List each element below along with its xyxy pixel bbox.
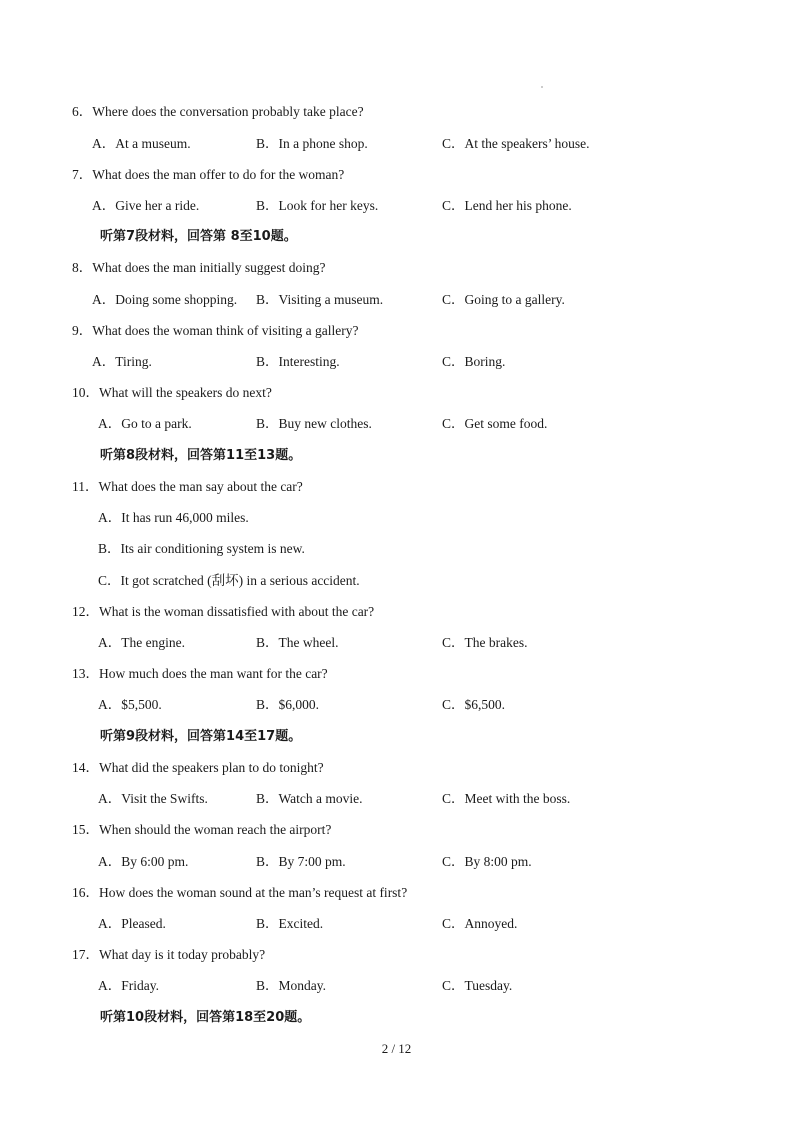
question-13-option-a: A．$5,500. — [98, 697, 162, 712]
question-13-option-c: C．$6,500. — [442, 697, 506, 712]
question-6-stem: 6．Where does the conversation probably take place? — [72, 104, 364, 119]
question-13-option-b: B．$6,000. — [256, 697, 320, 712]
question-9-option-c: C．Boring. — [442, 354, 506, 369]
question-9-option-a: A．Tiring. — [92, 354, 152, 369]
page-number: 2 / 12 — [381, 1041, 412, 1056]
question-9-stem: 9．What does the woman think of visiting a gallery? — [72, 323, 359, 338]
question-15-option-b: B．By 7:00 pm. — [256, 854, 346, 869]
question-14-option-a: A．Visit the Swifts. — [98, 791, 208, 806]
question-11-option-b: B．Its air conditioning system is new. — [98, 541, 305, 556]
question-14-option-b: B．Watch a movie. — [256, 791, 363, 806]
section-header-8: 听第8段材料，回答第11至13题。 — [100, 448, 302, 463]
question-15-stem: 15．When should the woman reach the airport? — [72, 822, 332, 837]
question-16-option-a: A．Pleased. — [98, 916, 166, 931]
section-header-7: 听第7段材料，回答第 8至10题。 — [100, 229, 297, 244]
question-12-option-b: B．The wheel. — [256, 635, 339, 650]
question-8-option-c: C．Going to a gallery. — [442, 292, 565, 307]
question-11-stem: 11．What does the man say about the car? — [72, 479, 303, 494]
question-11-option-a: A．It has run 46,000 miles. — [98, 510, 249, 525]
question-10-stem: 10．What will the speakers do next? — [72, 385, 272, 400]
question-6-option-b: B．In a phone shop. — [256, 136, 368, 151]
question-16-option-b: B．Excited. — [256, 916, 324, 931]
question-7-stem: 7．What does the man offer to do for the woman? — [72, 167, 345, 182]
question-11-option-c: C．It got scratched (刮坏) in a serious accident. — [98, 573, 360, 588]
section-header-10: 听第10段材料，回答第18至20题。 — [100, 1010, 311, 1025]
question-6-option-c: C．At the speakers’ house. — [442, 136, 590, 151]
question-16-stem: 16．How does the woman sound at the man’s request at first? — [72, 885, 408, 900]
question-13-stem: 13．How much does the man want for the car? — [72, 666, 328, 681]
question-15-option-c: C．By 8:00 pm. — [442, 854, 532, 869]
question-12-stem: 12．What is the woman dissatisfied with about the car? — [72, 604, 375, 619]
question-12-option-a: A．The engine. — [98, 635, 185, 650]
question-8-option-b: B．Visiting a museum. — [256, 292, 384, 307]
question-17-option-b: B．Monday. — [256, 978, 326, 993]
speck-mark — [541, 86, 543, 88]
question-7-option-b: B．Look for her keys. — [256, 198, 379, 213]
question-7-option-c: C．Lend her his phone. — [442, 198, 572, 213]
question-10-option-c: C．Get some food. — [442, 416, 548, 431]
question-8-stem: 8．What does the man initially suggest doing? — [72, 260, 326, 275]
question-17-stem: 17．What day is it today probably? — [72, 947, 266, 962]
question-12-option-c: C．The brakes. — [442, 635, 528, 650]
question-9-option-b: B．Interesting. — [256, 354, 340, 369]
question-8-option-a: A．Doing some shopping. — [92, 292, 238, 307]
question-15-option-a: A．By 6:00 pm. — [98, 854, 189, 869]
question-14-option-c: C．Meet with the boss. — [442, 791, 571, 806]
question-14-stem: 14．What did the speakers plan to do tonight? — [72, 760, 324, 775]
question-6-option-a: A．At a museum. — [92, 136, 191, 151]
section-header-9: 听第9段材料，回答第14至17题。 — [100, 729, 302, 744]
question-17-option-c: C．Tuesday. — [442, 978, 513, 993]
question-7-option-a: A．Give her a ride. — [92, 198, 200, 213]
question-16-option-c: C．Annoyed. — [442, 916, 518, 931]
question-10-option-a: A．Go to a park. — [98, 416, 192, 431]
question-10-option-b: B．Buy new clothes. — [256, 416, 372, 431]
question-17-option-a: A．Friday. — [98, 978, 159, 993]
